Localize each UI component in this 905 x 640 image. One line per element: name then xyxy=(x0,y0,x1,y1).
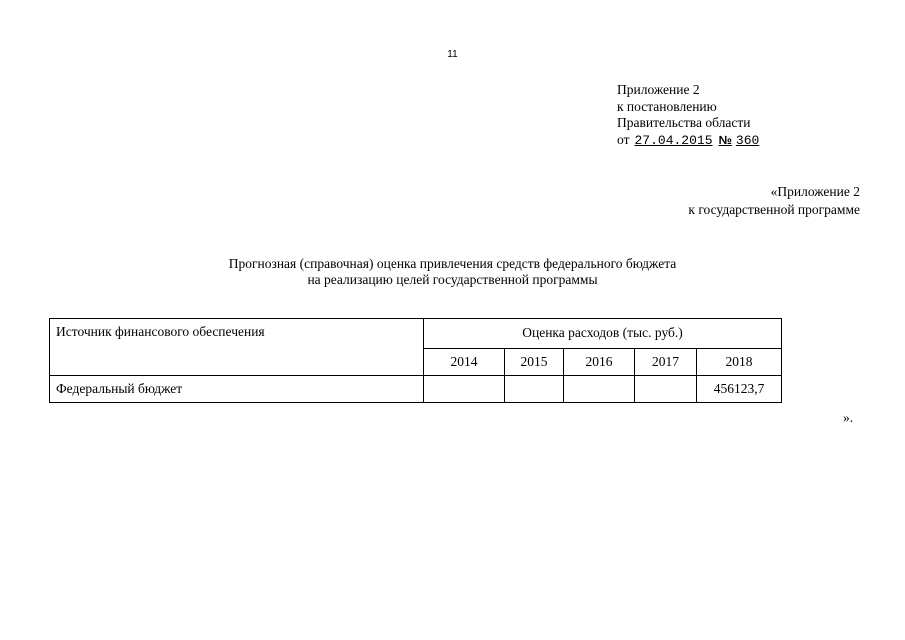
number-sign: № xyxy=(718,132,732,147)
source-header: Источник финансового обеспечения xyxy=(50,319,424,376)
value-2014 xyxy=(424,376,505,403)
value-2018: 456123,7 xyxy=(697,376,782,403)
year-header-2017: 2017 xyxy=(635,349,697,376)
program-appendix-line-1: «Приложение 2 xyxy=(770,184,860,199)
resolution-number: 360 xyxy=(735,132,760,148)
appendix-line-2: к постановлению xyxy=(617,98,717,114)
appendix-reference xyxy=(617,82,887,148)
year-header-2015: 2015 xyxy=(505,349,564,376)
document-title-line-1: Прогнозная (справочная) оценка привлечения средств федерального бюджета xyxy=(228,256,677,271)
value-2016 xyxy=(564,376,635,403)
document-title xyxy=(40,256,865,288)
program-appendix-reference xyxy=(460,184,860,220)
appendix-line-1: Приложение 2 xyxy=(617,82,700,97)
funding-estimate-table xyxy=(49,318,782,403)
page-number: 11 xyxy=(447,49,458,60)
date-prefix: от xyxy=(617,131,630,147)
year-header-2018: 2018 xyxy=(697,349,782,376)
program-appendix-line-2: к государственной программе xyxy=(688,202,860,217)
resolution-date: 27.04.2015 xyxy=(634,132,713,148)
table-header-row xyxy=(50,319,782,349)
closing-quote: ». xyxy=(843,410,854,425)
appendix-line-3: Правительства области xyxy=(617,115,751,130)
table-row xyxy=(50,376,782,403)
year-header-2016: 2016 xyxy=(564,349,635,376)
source-name: Федеральный бюджет xyxy=(50,376,424,403)
estimate-header: Оценка расходов (тыс. руб.) xyxy=(424,319,782,349)
appendix-date-line xyxy=(617,132,887,149)
document-title-line-2: на реализацию целей государственной программы xyxy=(307,272,598,287)
value-2017 xyxy=(635,376,697,403)
year-header-2014: 2014 xyxy=(424,349,505,376)
value-2015 xyxy=(505,376,564,403)
